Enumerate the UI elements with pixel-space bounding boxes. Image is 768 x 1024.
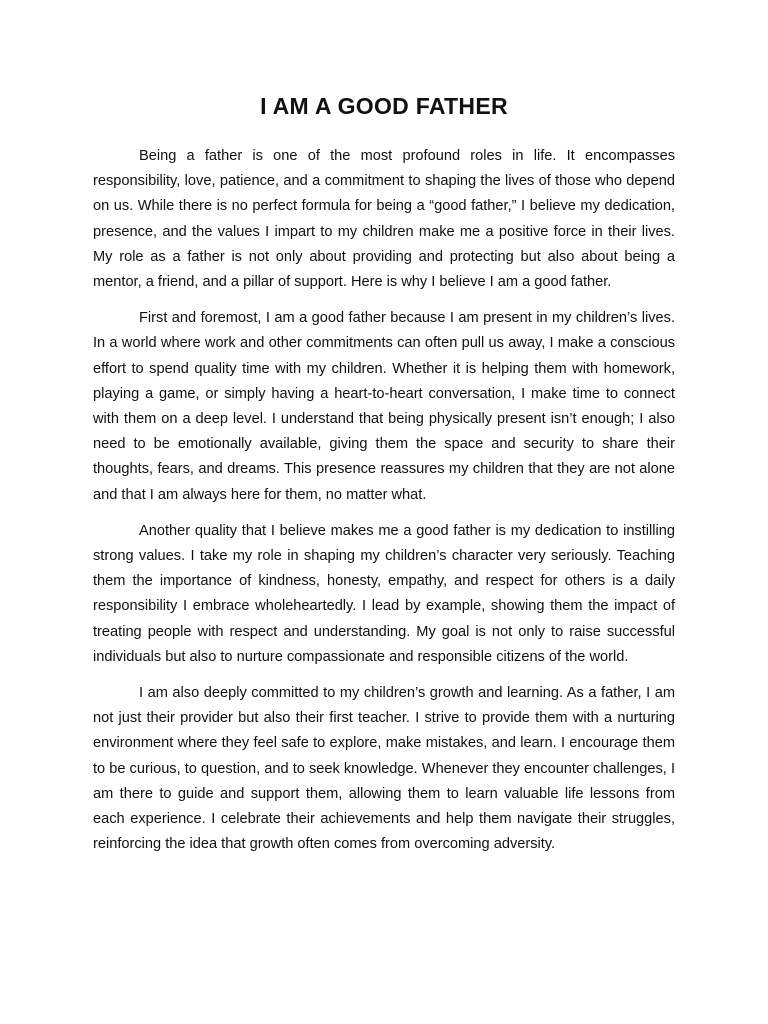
paragraph-3: Another quality that I believe makes me a good father is my dedication to instilling strong values. I take my role in shaping my children’s character very seriously. Teaching them the importance of kindness, honesty, empathy, and respect for others is a daily responsibility I embrace wholeheartedly. I lead by example, showing them the impact of treating people with respect and understanding. My goal is not only to raise successful individuals but also to nurture compassionate and responsible citizens of the world. [93, 522, 675, 665]
paragraph-2: First and foremost, I am a good father because I am present in my children’s lives. In a world where work and other commitments can often pull us away, I make a conscious effort to spend quality time with my children. Whether it is helping them with homework, playing a game, or simply having a heart-to-heart conversation, I make time to connect with them on a deep level. I understand that being physically present isn’t enough; I also need to be emotionally available, giving them the space and security to share their thoughts, fears, and dreams. This presence reassures my children that they are not alone and that I am always here for them, no matter what. [93, 310, 675, 503]
document-body [93, 144, 675, 868]
document-title: I AM A GOOD FATHER [260, 93, 508, 119]
paragraph-4: I am also deeply committed to my children’s growth and learning. As a father, I am not just their provider but also their first teacher. I strive to provide them with a nurturing environment where they feel safe to explore, make mistakes, and learn. I encourage them to be curious, to question, and to seek knowledge. Whenever they encounter challenges, I am there to guide and support them, allowing them to learn valuable life lessons from each experience. I celebrate their achievements and help them navigate their struggles, reinforcing the idea that growth often comes from overcoming adversity. [93, 685, 675, 853]
paragraph-1: Being a father is one of the most profound roles in life. It encompasses responsibility, love, patience, and a commitment to shaping the lives of those who depend on us. While there is no perfect formula for being a “good father,” I believe my dedication, presence, and the values I impart to my children make me a positive force in their lives. My role as a father is not only about providing and protecting but also about being a mentor, a friend, and a pillar of support. Here is why I believe I am a good father. [93, 148, 675, 291]
